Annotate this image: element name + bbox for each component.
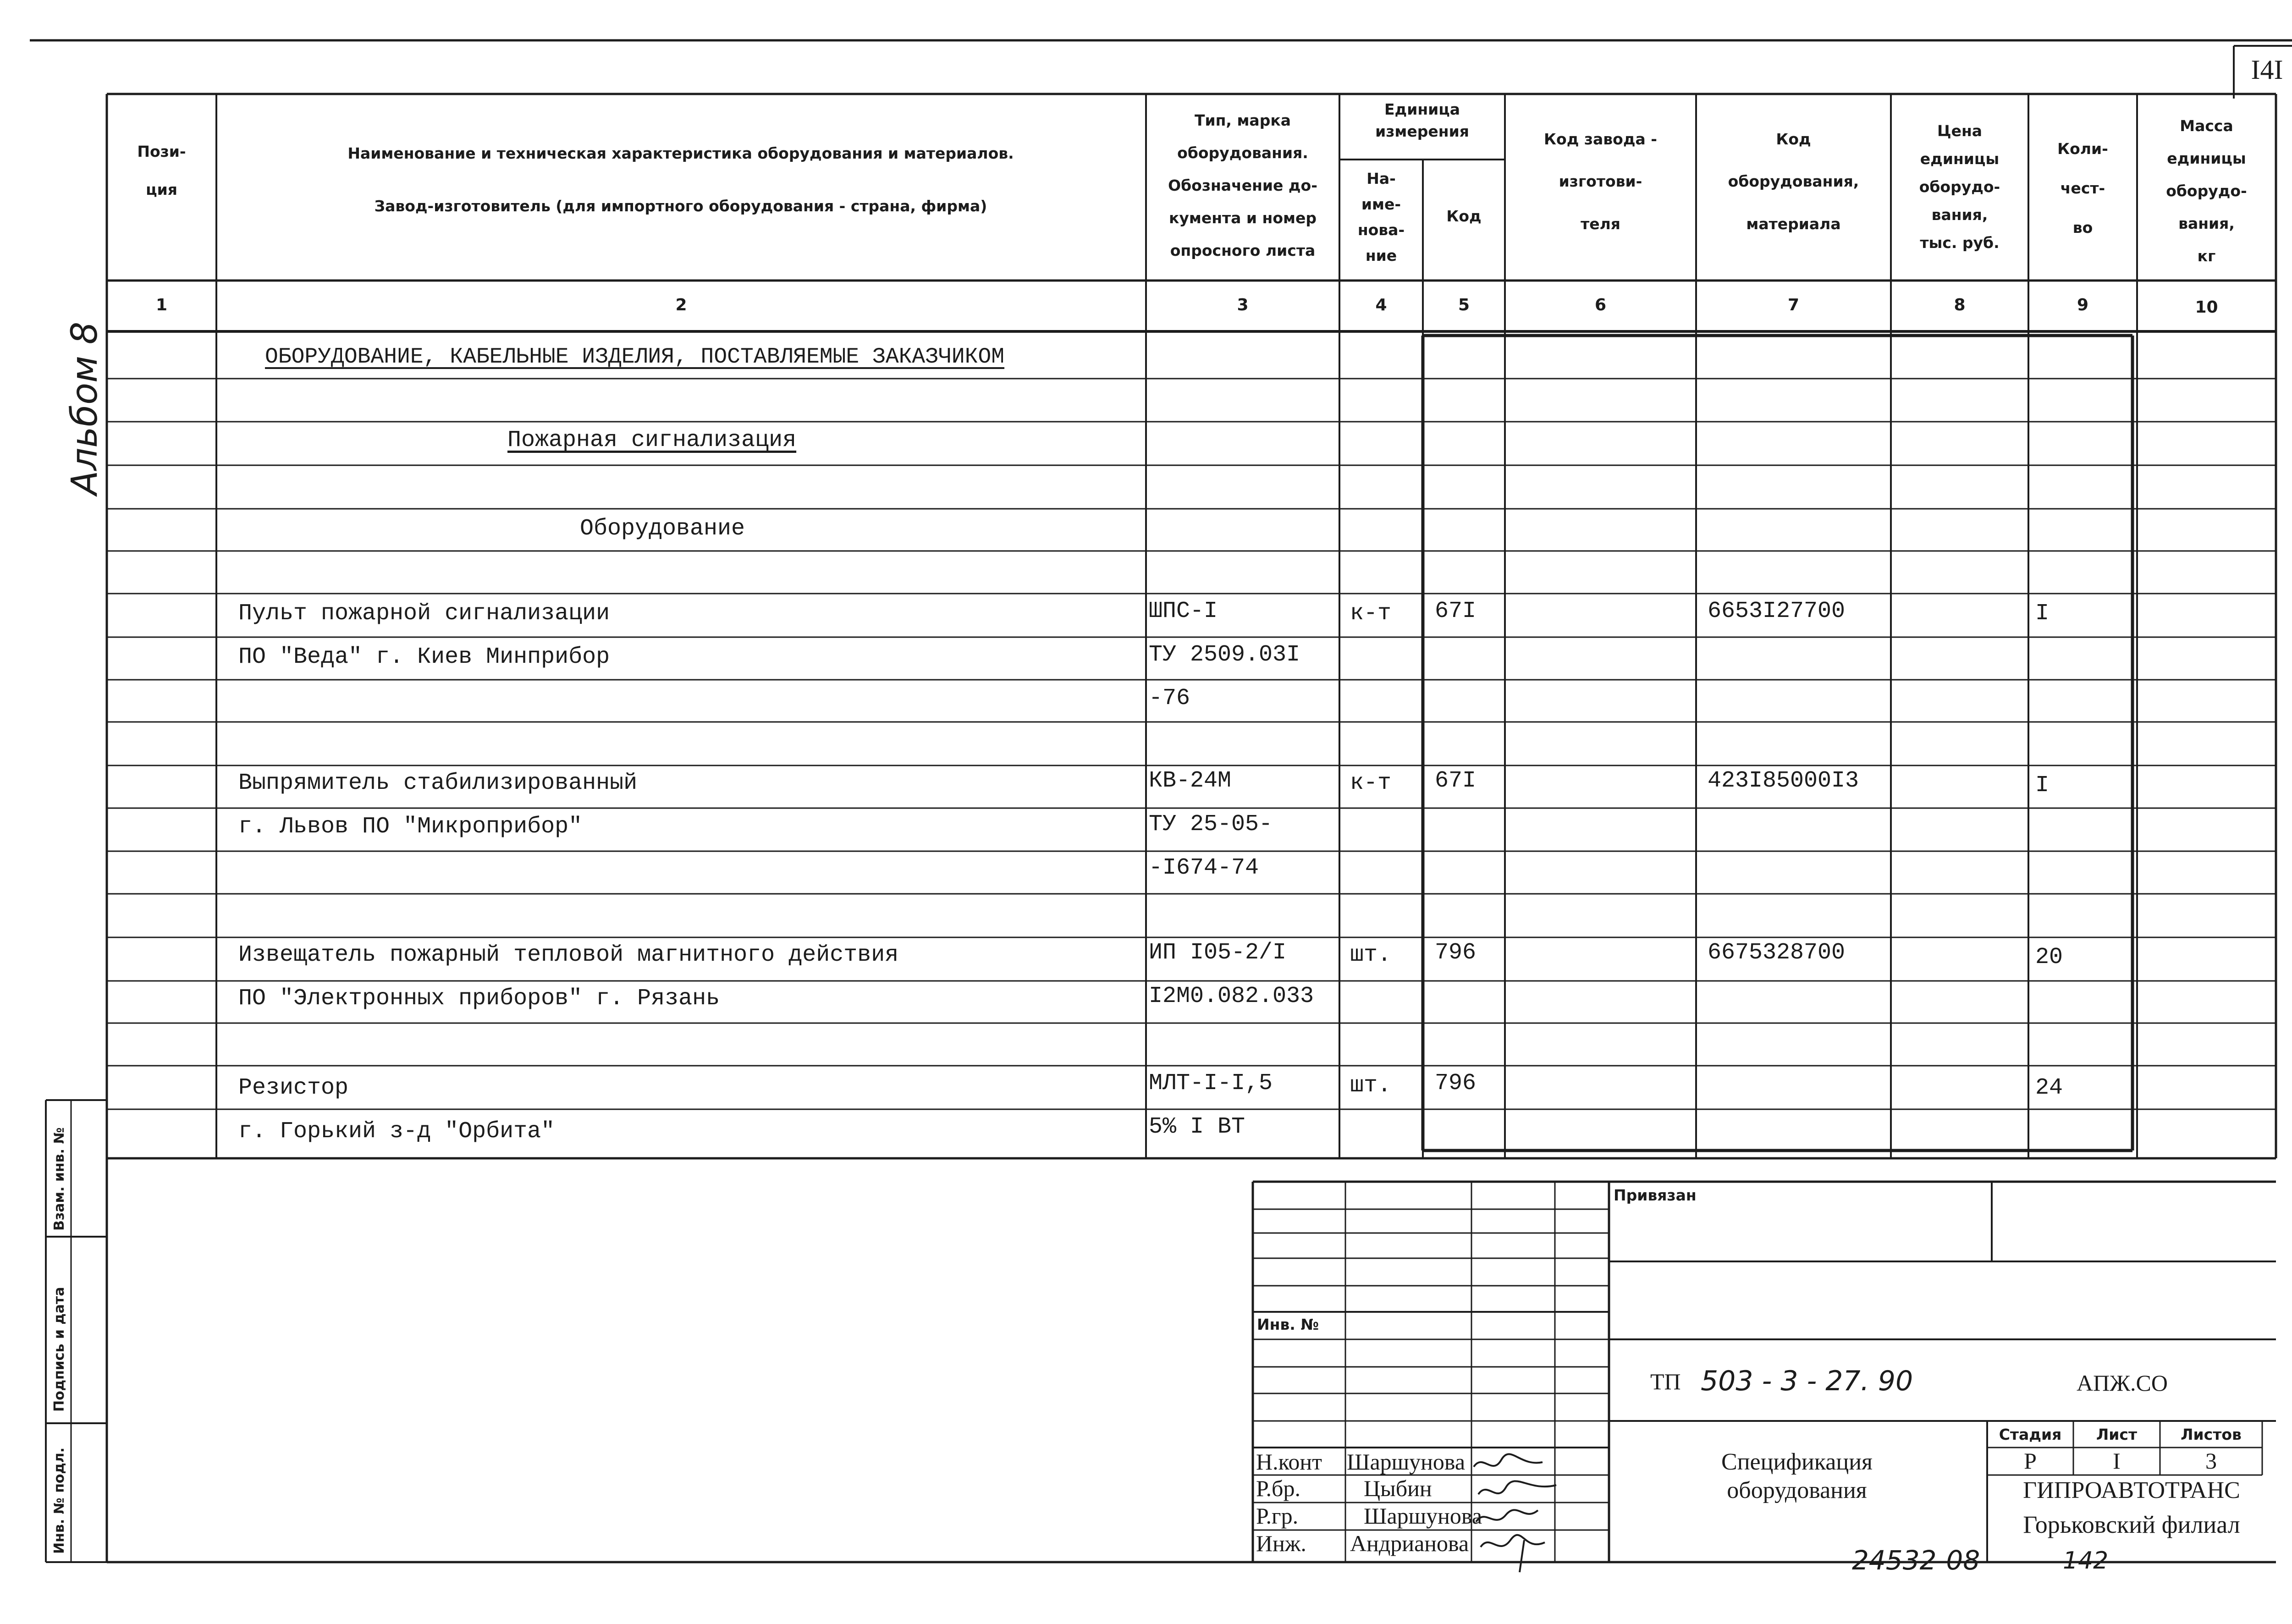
item-2-type-3: -I674-74 [1149,855,1259,881]
header-qty: Коли- чест- во [2057,140,2108,237]
col-num-4: 4 [1375,296,1387,314]
signer-2-name: Цыбин [1364,1475,1432,1501]
signer-1-name: Шаршунова [1347,1449,1466,1475]
col-num-8: 8 [1954,296,1966,314]
sheets-value: 3 [2205,1448,2217,1474]
header-pos: Пози- ция [137,143,186,198]
signer-3-name: Шаршунова [1364,1503,1482,1529]
item-3-type-2: I2М0.082.033 [1149,983,1314,1009]
header-price: Цена единицы оборудо- вания, тыс. руб. [1919,122,2000,252]
item-3-unit-code: 796 [1435,940,1477,966]
signer-4-role: Инж. [1256,1530,1306,1556]
item-2-maker: г. Львов ПО "Микроприбор" [238,814,583,840]
section-title: ОБОРУДОВАНИЕ, КАБЕЛЬНЫЕ ИЗДЕЛИЯ, ПОСТАВЛЯЕМЫЕ ЗАКАЗЧИКОМ [265,345,1005,369]
item-4-maker: г. Горький з-д "Орбита" [238,1118,555,1145]
item-3-type-1: ИП I05-2/I [1149,940,1287,966]
album-note: Альбом 8 [64,321,105,495]
subsection-title: Пожарная сигнализация [507,427,797,453]
item-2-type-2: ТУ 25-05- [1149,811,1273,837]
item-2-name: Выпрямитель стабилизированный [238,770,638,796]
header-unit-name: На- име- нова- ние [1357,170,1405,265]
col-num-9: 9 [2077,296,2089,314]
stamp-vzam: Взам. инв. № [51,1127,67,1231]
col-num-6: 6 [1594,296,1607,314]
signer-4-name: Андрианова [1350,1530,1469,1556]
item-4-type-1: МЛТ-I-I,5 [1149,1070,1273,1096]
item-3-equip-code: 6675328700 [1708,940,1846,966]
item-4-unit-code: 796 [1435,1070,1477,1096]
header-equip-code: Код оборудования, материала [1728,130,1859,233]
item-1-name: Пульт пожарной сигнализации [238,600,610,627]
page-number: I4I [2251,55,2283,85]
bottom-number: 24532-08 [1852,1545,1980,1576]
item-3-qty: 20 [2035,944,2063,970]
col-num-7: 7 [1787,296,1800,314]
header-unit-group: Единица измерения [1375,100,1469,140]
signer-3-role: Р.гр. [1256,1503,1299,1529]
org-name-2: Горьковский филиал [2023,1511,2240,1538]
item-1-unit-code: 67I [1435,598,1477,624]
col-num-3: 3 [1237,296,1249,314]
stamp-inv-podl: Инв. № подл. [51,1447,67,1554]
group-title: Оборудование [580,516,745,542]
item-1-type-2: ТУ 2509.03I [1149,642,1300,668]
item-4-type-2: 5% I ВТ [1149,1114,1245,1140]
item-3-name: Извещатель пожарный тепловой магнитного действия [238,942,899,968]
sheet-value: I [2113,1448,2121,1474]
doc-prefix: ТП [1650,1369,1681,1394]
doc-suffix: АПЖ.СО [2077,1370,2168,1396]
title-line-2: оборудования [1727,1477,1867,1503]
item-1-qty: I [2035,600,2050,627]
header-factory-code: Код завода - изготови- теля [1544,130,1657,233]
bottom-page: 142 [2063,1547,2109,1574]
signer-1-role: Н.конт [1256,1449,1322,1475]
stage-label: Стадия [1999,1426,2062,1443]
doc-number: 503 - 3 - 27. 90 [1701,1365,1913,1397]
item-3-maker: ПО "Электронных приборов" г. Рязань [238,985,720,1012]
item-4-unit: шт. [1350,1073,1392,1099]
title-line-1: Спецификация [1721,1449,1873,1475]
item-2-type-1: КВ-24М [1149,768,1232,794]
header-unit-code: Код [1446,207,1482,225]
header-name-2: Завод-изготовитель (для импортного оборудования - страна, фирма) [374,197,987,215]
item-1-type-3: -76 [1149,685,1190,711]
item-2-unit: к-т [1350,770,1392,796]
item-2-unit-code: 67I [1435,768,1477,794]
privyazan-label: Привязан [1614,1186,1697,1204]
col-num-1: 1 [155,296,168,314]
col-num-2: 2 [675,296,687,314]
col-num-5: 5 [1458,296,1470,314]
item-2-qty: I [2035,772,2050,798]
item-4-name: Резистор [238,1075,349,1101]
item-2-equip-code: 423I85000I3 [1708,768,1859,794]
signature-scribbles [1469,1448,1584,1586]
inv-no-label: Инв. № [1257,1316,1319,1333]
item-1-maker: ПО "Веда" г. Киев Минприбор [238,644,610,670]
stage-value: Р [2024,1448,2037,1474]
item-1-unit: к-т [1350,600,1392,627]
sheet-label: Лист [2096,1426,2138,1443]
item-1-equip-code: 6653I27700 [1708,598,1846,624]
header-mass: Масса единицы оборудо- вания, кг [2166,117,2247,265]
item-1-type-1: ШПС-I [1149,598,1218,624]
item-3-unit: шт. [1350,942,1392,968]
signer-2-role: Р.бр. [1256,1475,1300,1501]
org-name-1: ГИПРОАВТОТРАНС [2023,1477,2240,1503]
stamp-podpis: Подпись и дата [51,1287,67,1412]
header-type: Тип, марка оборудования. Обозначение до- кумента и номер опросного листа [1168,111,1317,259]
col-num-10: 10 [2195,298,2218,317]
sheets-label: Листов [2181,1426,2242,1443]
item-4-qty: 24 [2035,1075,2063,1101]
header-name-1: Наименование и техническая характеристика оборудования и материалов. [347,144,1014,162]
